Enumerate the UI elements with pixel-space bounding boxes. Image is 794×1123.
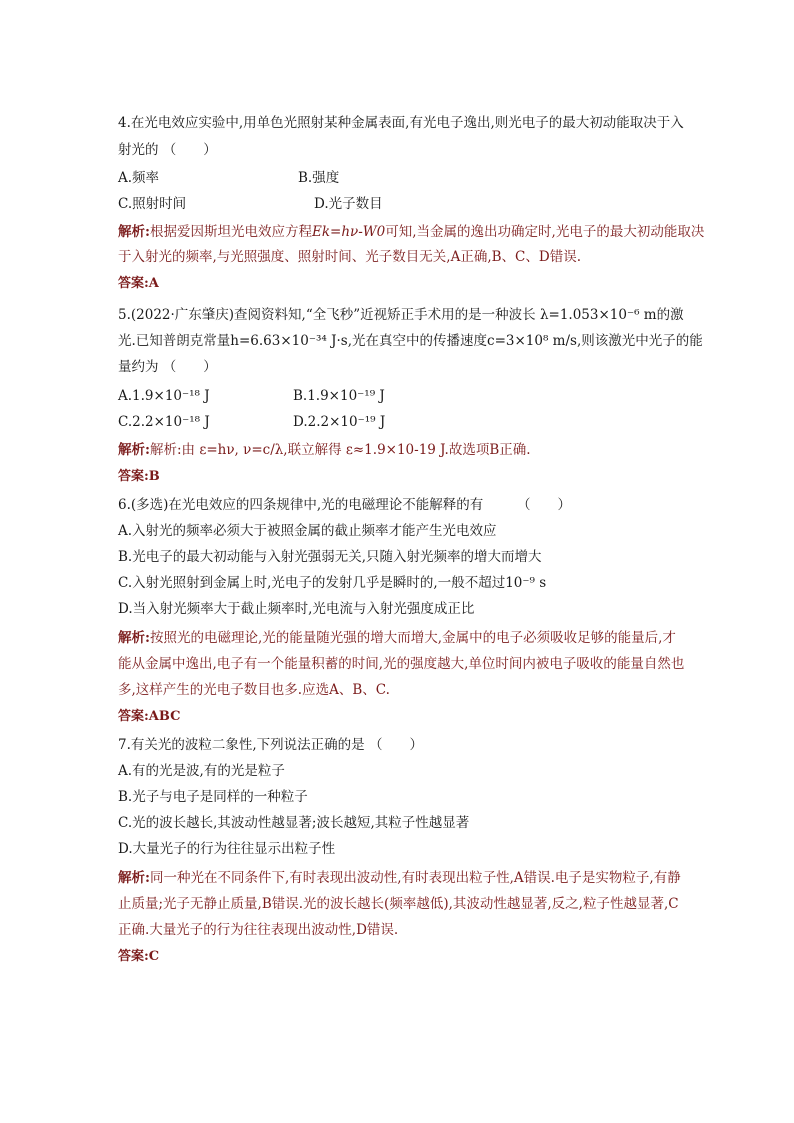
option-b: B.光电子的最大初动能与入射光强弱无关,只随入射光频率的增大而增大 [118, 549, 542, 565]
option-b: B.光子与电子是同样的一种粒子 [118, 789, 308, 805]
document-page [118, 113, 708, 975]
question-4-answer: 答案:A [118, 276, 159, 291]
question-5 [118, 302, 708, 487]
option-a: A.入射光的频率必须大于被照金属的截止频率才能产生光电效应 [118, 523, 497, 539]
analysis-formula: Ek=hν-W0 [311, 224, 386, 240]
question-4-stem-line2: 射光的 （ ） [118, 142, 217, 158]
option-c: C.2.2×10⁻¹⁸ J [118, 414, 210, 430]
option-d: D.当入射光频率大于截止频率时,光电流与入射光强度成正比 [118, 601, 475, 617]
option-b: B.强度 [298, 170, 340, 186]
question-4-analysis [118, 220, 708, 270]
analysis-line2: 止质量;光子无静止质量,B错误.光的波长越长(频率越低),其波动性越显著,反之,粒子性越显著,C [118, 896, 679, 912]
analysis-line2: 能从金属中逸出,电子有一个能量积蓄的时间,光的强度越大,单位时间内被电子吸收的能量自然也 [118, 656, 685, 672]
question-7 [118, 735, 708, 967]
question-5-options-row1 [118, 386, 708, 406]
analysis-line2: 于入射光的频率,与光照强度、照射时间、光子数目无关,A正确,B、C、D错误. [118, 249, 581, 265]
option-a: A.1.9×10⁻¹⁸ J [118, 388, 210, 404]
question-6-analysis [118, 625, 708, 703]
analysis-line3: 多,这样产生的光电子数目也多.应选A、B、C. [118, 682, 390, 698]
option-d: D.光子数目 [314, 196, 383, 212]
question-7-stem: 7.有关光的波粒二象性,下列说法正确的是 （ ） [118, 737, 423, 753]
question-4-options-row1 [118, 168, 708, 188]
analysis-line3: 正确.大量光子的行为往往表现出波动性,D错误. [118, 922, 399, 938]
question-4-options-row2 [118, 194, 708, 214]
analysis-label: 解析: [118, 630, 150, 646]
analysis-text: 解析:由 ε=hν, ν=c/λ,联立解得 ε≈1.9×10-19 J.故选项B正确. [149, 442, 531, 458]
analysis-label: 解析: [118, 870, 150, 886]
analysis-label: 解析: [118, 224, 150, 240]
question-4 [118, 113, 708, 294]
question-6-answer: 答案:ABC [118, 709, 181, 724]
question-5-answer: 答案:B [118, 469, 160, 484]
option-d: D.大量光子的行为往往显示出粒子性 [118, 841, 336, 857]
question-6 [118, 495, 708, 727]
analysis-text-post: 可知,当金属的逸出功确定时,光电子的最大初动能取决 [385, 224, 705, 240]
question-7-answer: 答案:C [118, 949, 160, 964]
question-5-stem-line2: 光.已知普朗克常量h=6.63×10⁻³⁴ J·s,光在真空中的传播速度c=3×10⁸ m/s,则该激光中光子的能 [118, 333, 703, 349]
question-5-analysis [118, 438, 708, 463]
option-c: C.照射时间 [118, 196, 187, 212]
analysis-line1: 同一种光在不同条件下,有时表现出波动性,有时表现出粒子性,A错误.电子是实物粒子,有静 [149, 870, 681, 886]
option-a: A.有的光是波,有的光是粒子 [118, 763, 285, 779]
option-c: C.光的波长越长,其波动性越显著;波长越短,其粒子性越显著 [118, 815, 470, 831]
question-4-stem-line1: 4.在光电效应实验中,用单色光照射某种金属表面,有光电子逸出,则光电子的最大初动能取决于入 [118, 115, 684, 131]
option-b: B.1.9×10⁻¹⁹ J [293, 388, 385, 404]
analysis-line1: 按照光的电磁理论,光的能量随光强的增大而增大,金属中的电子必须吸收足够的能量后,才 [149, 630, 676, 646]
question-5-stem-line3: 量约为 （ ） [118, 359, 217, 375]
option-d: D.2.2×10⁻¹⁹ J [293, 414, 386, 430]
question-7-analysis [118, 865, 708, 943]
question-5-options-row2 [118, 412, 708, 432]
analysis-text-pre: 根据爱因斯坦光电效应方程 [149, 224, 312, 240]
question-6-stem: 6.(多选)在光电效应的四条规律中,光的电磁理论不能解释的有 （ ） [118, 497, 571, 513]
option-a: A.频率 [118, 170, 160, 186]
option-c: C.入射光照射到金属上时,光电子的发射几乎是瞬时的,一般不超过10⁻⁹ s [118, 575, 547, 591]
question-5-stem-line1: 5.(2022·广东肇庆)查阅资料知,“全飞秒”近视矫正手术用的是一种波长 λ=1.053×10⁻⁶ m的激 [118, 307, 684, 323]
analysis-label: 解析: [118, 442, 150, 458]
